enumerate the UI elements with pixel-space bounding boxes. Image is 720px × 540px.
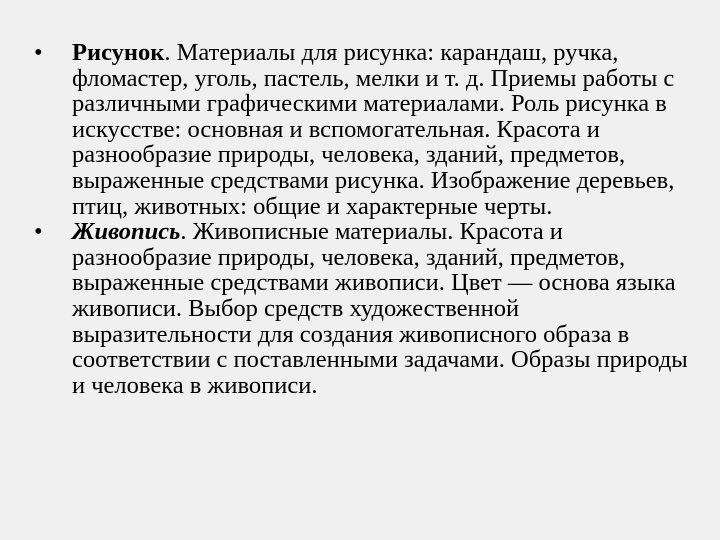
description-drawing: . Материалы для рисунка: карандаш, ручка, фломастер, уголь, пастель, мелки и т. д. Приемы работы с различными графическими материалами. Роль рисунка в искусстве: основная и вспомогательная. Красота и разнообразие природы, человека, зданий, предметов, выраженные средствами рисунка. Изображение деревьев, птиц, животных: общие и характерные черты.: [72, 39, 675, 220]
bullet-list: [34, 40, 694, 398]
bullet-item-drawing: [34, 40, 694, 219]
bullet-marker: •: [34, 218, 43, 246]
description-painting: . Живописные материалы. Красота и разнообразие природы, человека, зданий, предметов, выраженные средствами живописи. Цвет — основа языка живописи. Выбор средств художественной выразительности для создания живописного образа в соответствии с поставленными задачами. Образы природы и человека в живописи.: [72, 218, 688, 399]
slide-content: [34, 40, 694, 398]
bullet-item-painting: [34, 219, 694, 398]
bullet-marker: •: [34, 39, 43, 66]
term-painting: Живопись: [72, 218, 181, 246]
term-drawing: Рисунок: [72, 39, 165, 66]
